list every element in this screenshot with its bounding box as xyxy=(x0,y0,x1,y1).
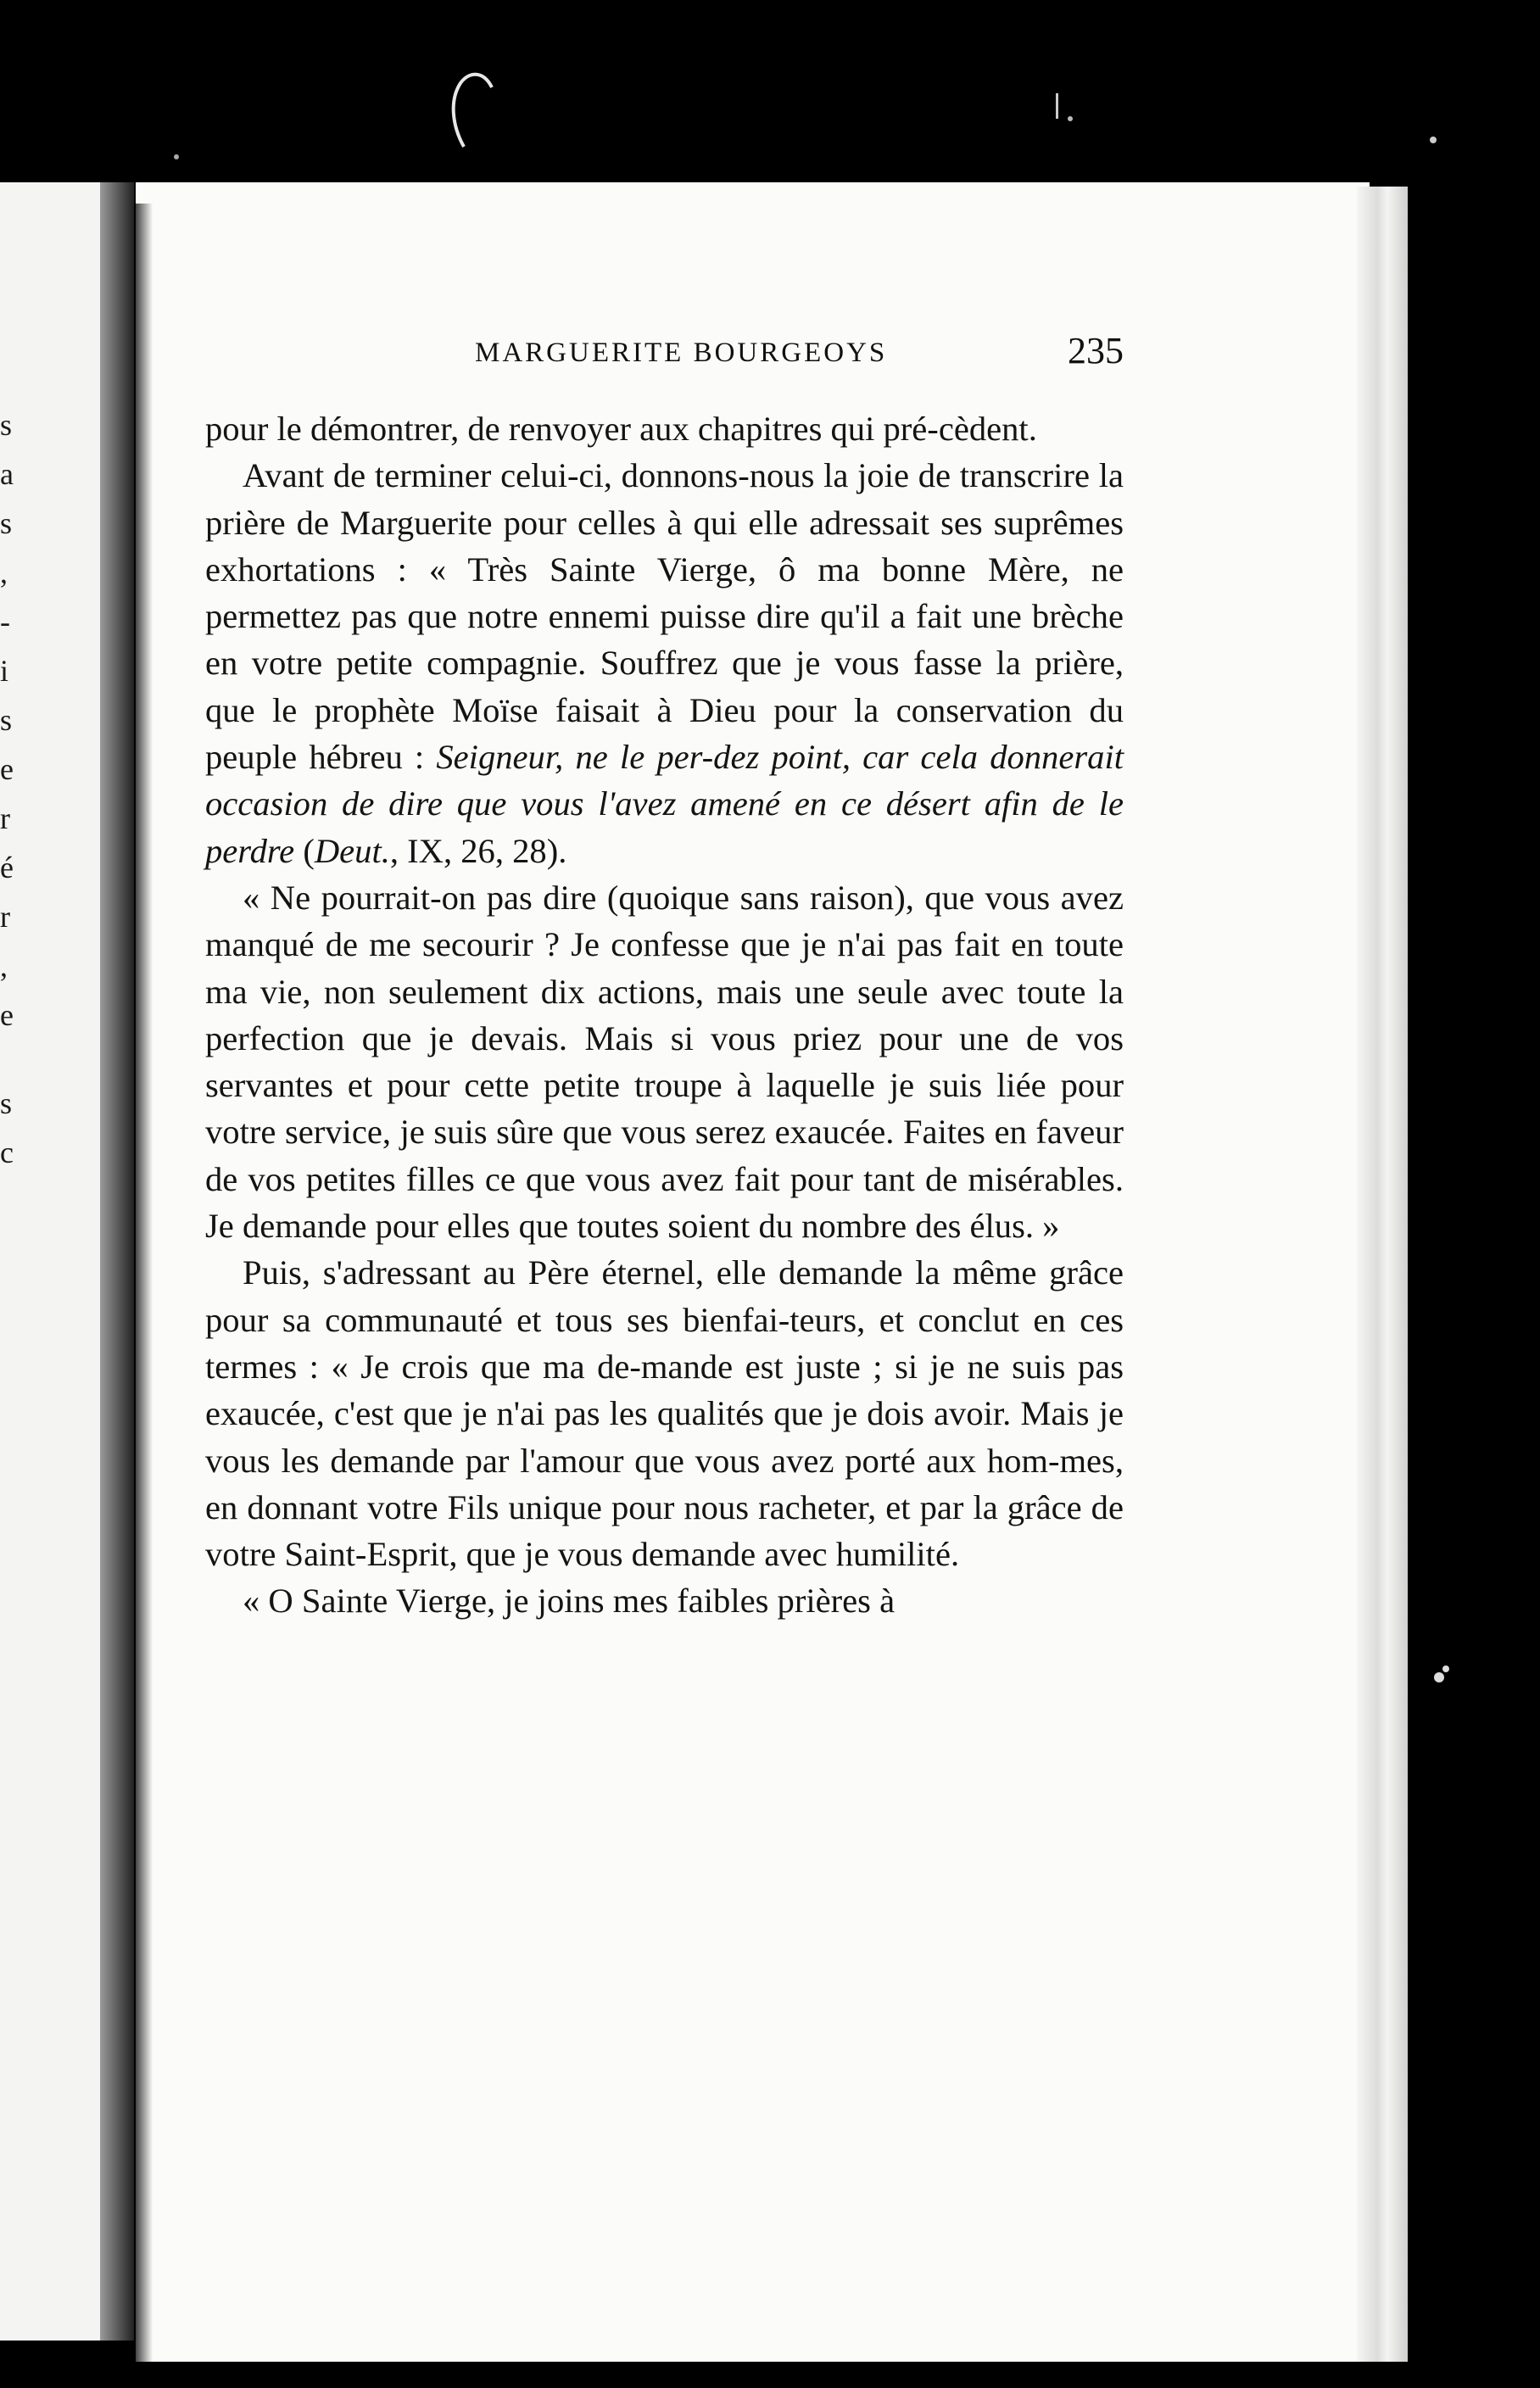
margin-fragment: c xyxy=(0,1135,14,1169)
paragraph-text: Avant de terminer celui-ci, donnons-nous la joie de transcrire la prière de Marguerite pour celles à qui elle adressait ses suprêmes exhortations : « Très Sainte Vierge, ô ma bonne Mère, ne permettez pas que notre ennemi puisse dire qu'il a fait une brèche en votre petite compagnie. Souffrez que je vous fasse la prière, que le prophète Moïse faisait à Dieu pour la conservation du peuple hébreu : xyxy=(205,456,1124,777)
paragraph: « Ne pourrait-on pas dire (quoique sans raison), que vous avez manqué de me secourir ? Je confesse que je n'ai pas fait en toute ma vie, non seulement dix actions, mais une seule avec toute la perfection que je devais. Mais si vous priez pour une de vos servantes et pour cette petite troupe à laquelle je suis liée pour votre service, je suis sûre que vous serez exaucée. Faites en faveur de vos petites filles ce que vous avez fait pour tant de misérables. Je demande pour elles que toutes soient du nombre des élus. » xyxy=(205,878,1124,1246)
margin-fragment: i xyxy=(0,654,9,688)
margin-fragment: a xyxy=(0,457,14,491)
page-binding-shadow xyxy=(136,204,153,2362)
margin-fragment: r xyxy=(0,801,10,835)
paragraph: pour le démontrer, de renvoyer aux chapitres qui pré-cèdent. xyxy=(205,410,1037,448)
gutter-shadow xyxy=(100,182,134,2341)
scripture-quote: Seigneur, ne le per-dez point, car cela donnerait occasion de dire que vous l'avez amené en ce désert afin de le perdre xyxy=(205,738,1124,870)
margin-fragment: s xyxy=(0,703,13,737)
paragraph: Puis, s'adressant au Père éternel, elle demande la même grâce pour sa communauté et tous ses bienfai-teurs, et conclut en ces termes : « Je crois que ma de-mande est juste ; si je ne suis pas exaucée, c'est que je n'ai pas les qualités que je dois avoir. Mais je vous les demande par l'amour que vous avez porté aux hom-mes, en donnant votre Fils unique pour nous racheter, et par la grâce de votre Saint-Esprit, que je vous demande avec humilité. xyxy=(205,1253,1124,1574)
citation-book: Deut. xyxy=(314,831,390,870)
margin-fragment: é xyxy=(0,851,14,884)
paragraph: « O Sainte Vierge, je joins mes faibles prières à xyxy=(243,1582,896,1621)
page-header xyxy=(204,329,1124,380)
margin-fragment: s xyxy=(0,1086,13,1120)
page-number: 235 xyxy=(1068,330,1124,371)
citation-open: ( xyxy=(294,831,315,870)
margin-fragment: r xyxy=(0,900,10,934)
margin-fragment: s xyxy=(0,506,13,540)
running-head-title: MARGUERITE BOURGEOYS xyxy=(475,338,888,368)
margin-fragment: , xyxy=(0,949,8,983)
paragraph xyxy=(205,452,1124,874)
margin-fragment: s xyxy=(0,408,13,442)
margin-fragment: e xyxy=(0,998,14,1032)
margin-fragment: , xyxy=(0,555,8,589)
facing-page-edge xyxy=(0,182,102,2341)
citation-rest: , IX, 26, 28). xyxy=(389,831,567,870)
body-text xyxy=(205,405,1124,1625)
page-stack-edge xyxy=(1357,187,1408,2362)
margin-fragment: - xyxy=(0,605,10,639)
margin-fragment: e xyxy=(0,752,14,786)
